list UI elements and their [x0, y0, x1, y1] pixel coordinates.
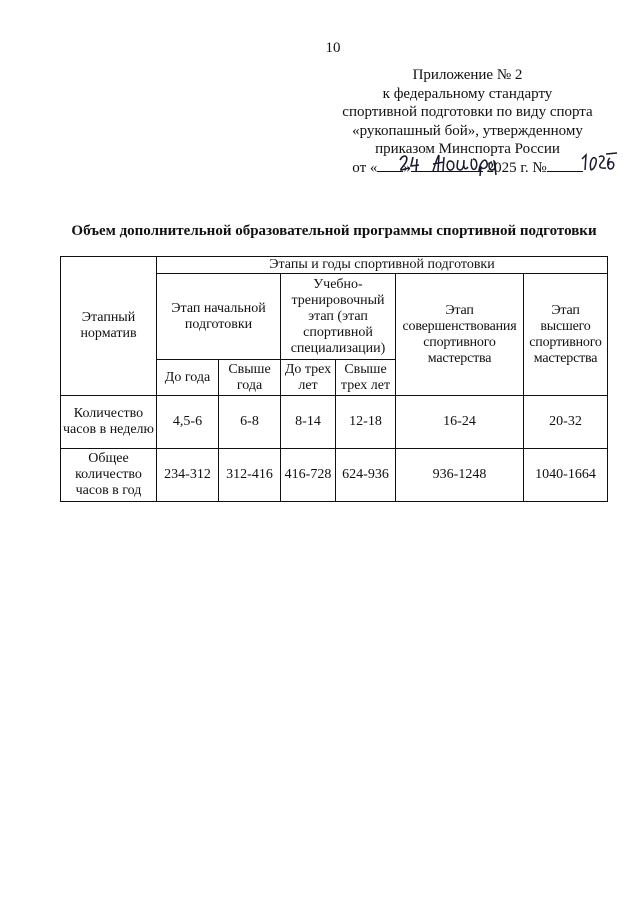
- appendix-line-3: спортивной подготовки по виду спорта: [342, 104, 593, 120]
- date-prefix: от «: [352, 159, 378, 176]
- date-mid: »: [403, 159, 411, 176]
- table-cell: 20-32: [524, 396, 608, 449]
- table-cell: 12-18: [336, 396, 396, 449]
- table-row: [61, 396, 608, 449]
- date-year: 2025 г. №: [486, 159, 547, 176]
- header-stages-group: Этапы и годы спортивной подготовки: [157, 257, 608, 274]
- page-number: 10: [325, 40, 341, 56]
- header-higher-stage: Этап высшего спортивного мастерства: [524, 274, 608, 396]
- order-date-line: [320, 159, 615, 178]
- header-initial-stage: Этап начальной подготовки: [157, 274, 281, 360]
- table-cell: 4,5-6: [157, 396, 219, 449]
- document-title: Объем дополнительной образовательной программы спортивной подготовки: [71, 223, 597, 239]
- header-training-stage: Учебно-тренировочный этап (этап спортивной специализации): [281, 274, 396, 360]
- header-norm: Этапный норматив: [61, 257, 157, 396]
- table-cell: 416-728: [281, 449, 336, 502]
- appendix-line-4: «рукопашный бой», утвержденному: [352, 122, 583, 139]
- appendix-line-5: приказом Минспорта России: [375, 141, 560, 157]
- table-cell: 16-24: [396, 396, 524, 449]
- table-cell: 936-1248: [396, 449, 524, 502]
- training-volume-table: [60, 256, 608, 502]
- table-cell: 6-8: [219, 396, 281, 449]
- table-cell: 8-14: [281, 396, 336, 449]
- order-number-blank: [547, 160, 583, 172]
- subheader-over-year: Свыше года: [219, 360, 281, 396]
- header-improvement-stage: Этап совершенствования спортивного мастерства: [396, 274, 524, 396]
- table-row: [61, 449, 608, 502]
- table-cell: 234-312: [157, 449, 219, 502]
- appendix-header: [320, 66, 615, 177]
- appendix-line-2: к федеральному стандарту: [382, 85, 553, 102]
- subheader-upto-three-years: До трех лет: [281, 360, 336, 396]
- subheader-upto-year: До года: [157, 360, 219, 396]
- row-label: Общее количество часов в год: [61, 449, 157, 502]
- table-cell: 624-936: [336, 449, 396, 502]
- appendix-line-1: Приложение № 2: [412, 67, 523, 83]
- row-label: Количество часов в неделю: [61, 396, 157, 449]
- table-cell: 1040-1664: [524, 449, 608, 502]
- subheader-over-three-years: Свыше трех лет: [336, 360, 396, 396]
- date-day-blank: [377, 160, 403, 172]
- date-month-blank: [411, 160, 483, 172]
- table-cell: 312-416: [219, 449, 281, 502]
